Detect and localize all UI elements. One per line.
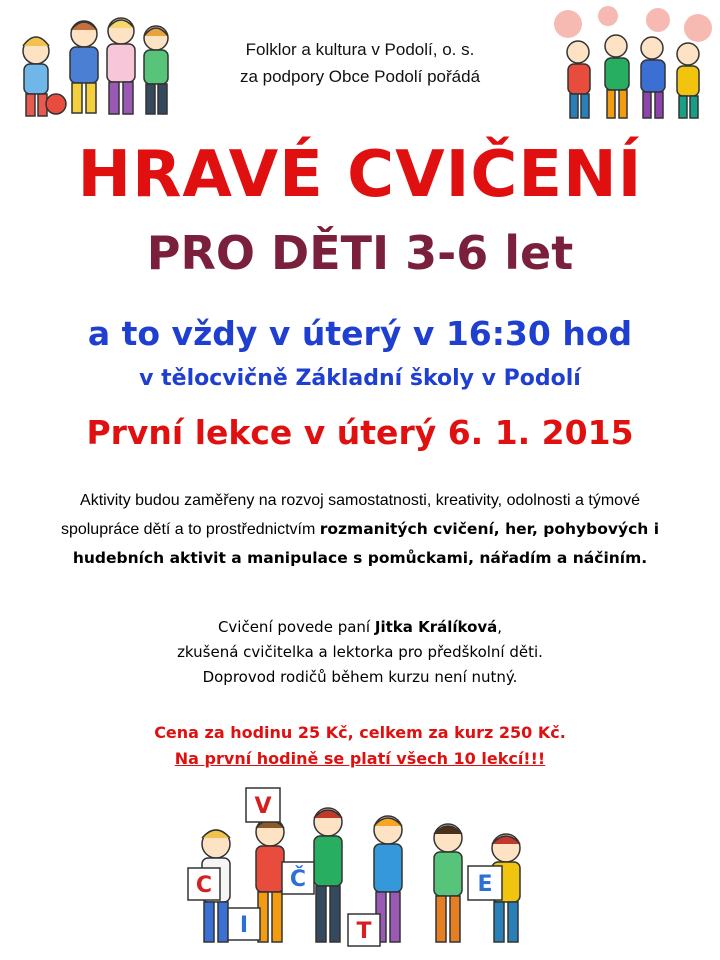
svg-text:Č: Č [289, 867, 307, 892]
children-circle-illustration [548, 4, 716, 126]
subtitle-age: PRO DĚTI 3-6 let [146, 226, 574, 280]
description-bold-text: rozmanitých cvičení, her, pohybových i hudebních aktivit a manipulace s pomůckami, nářadím a náčiním. [72, 520, 660, 567]
schedule-place: v tělocvičně Základní školy v Podolí [139, 366, 581, 391]
svg-text:T: T [356, 919, 372, 944]
price-line: Cena za hodinu 25 Kč, celkem za kurz 250 Kč. [154, 723, 566, 742]
organizer-line1: Folklor a kultura v Podolí, o. s. [245, 40, 475, 59]
payment-note: Na první hodině se platí všech 10 lekcí!!! [174, 749, 546, 768]
trainer-suffix: , [497, 618, 503, 636]
main-title: HRAVÉ CVIČENÍ [77, 138, 643, 212]
trainer-line3: Doprovod rodičů během kurzu není nutný. [202, 668, 518, 686]
svg-text:I: I [239, 913, 249, 938]
trainer-line2: zkušená cvičitelka a lektorka pro předškolní děti. [177, 643, 543, 661]
first-lesson-date: První lekce v úterý 6. 1. 2015 [86, 413, 634, 452]
price-info [0, 720, 720, 772]
schedule-time: a to vždy v úterý v 16:30 hod [87, 314, 633, 353]
organizer-line2: za podpory Obce Podolí pořádá [239, 67, 481, 86]
activity-description [40, 487, 680, 573]
svg-text:E: E [477, 872, 493, 897]
description-text: Aktivity budou zaměřeny na rozvoj samostatnosti, kreativity, odolnosti a týmové spolupráce dětí a to prostřednictvím [60, 492, 640, 538]
organizer-info [180, 36, 540, 90]
children-letters-illustration [178, 782, 542, 958]
trainer-name: Jitka Králíková [374, 618, 498, 636]
trainer-line1 [0, 615, 720, 640]
trainer-prefix: Cvičení povede paní [217, 618, 375, 636]
svg-text:C: C [195, 873, 213, 898]
svg-text:V: V [254, 794, 272, 819]
trainer-info [0, 615, 720, 690]
children-playing-illustration [6, 6, 176, 126]
